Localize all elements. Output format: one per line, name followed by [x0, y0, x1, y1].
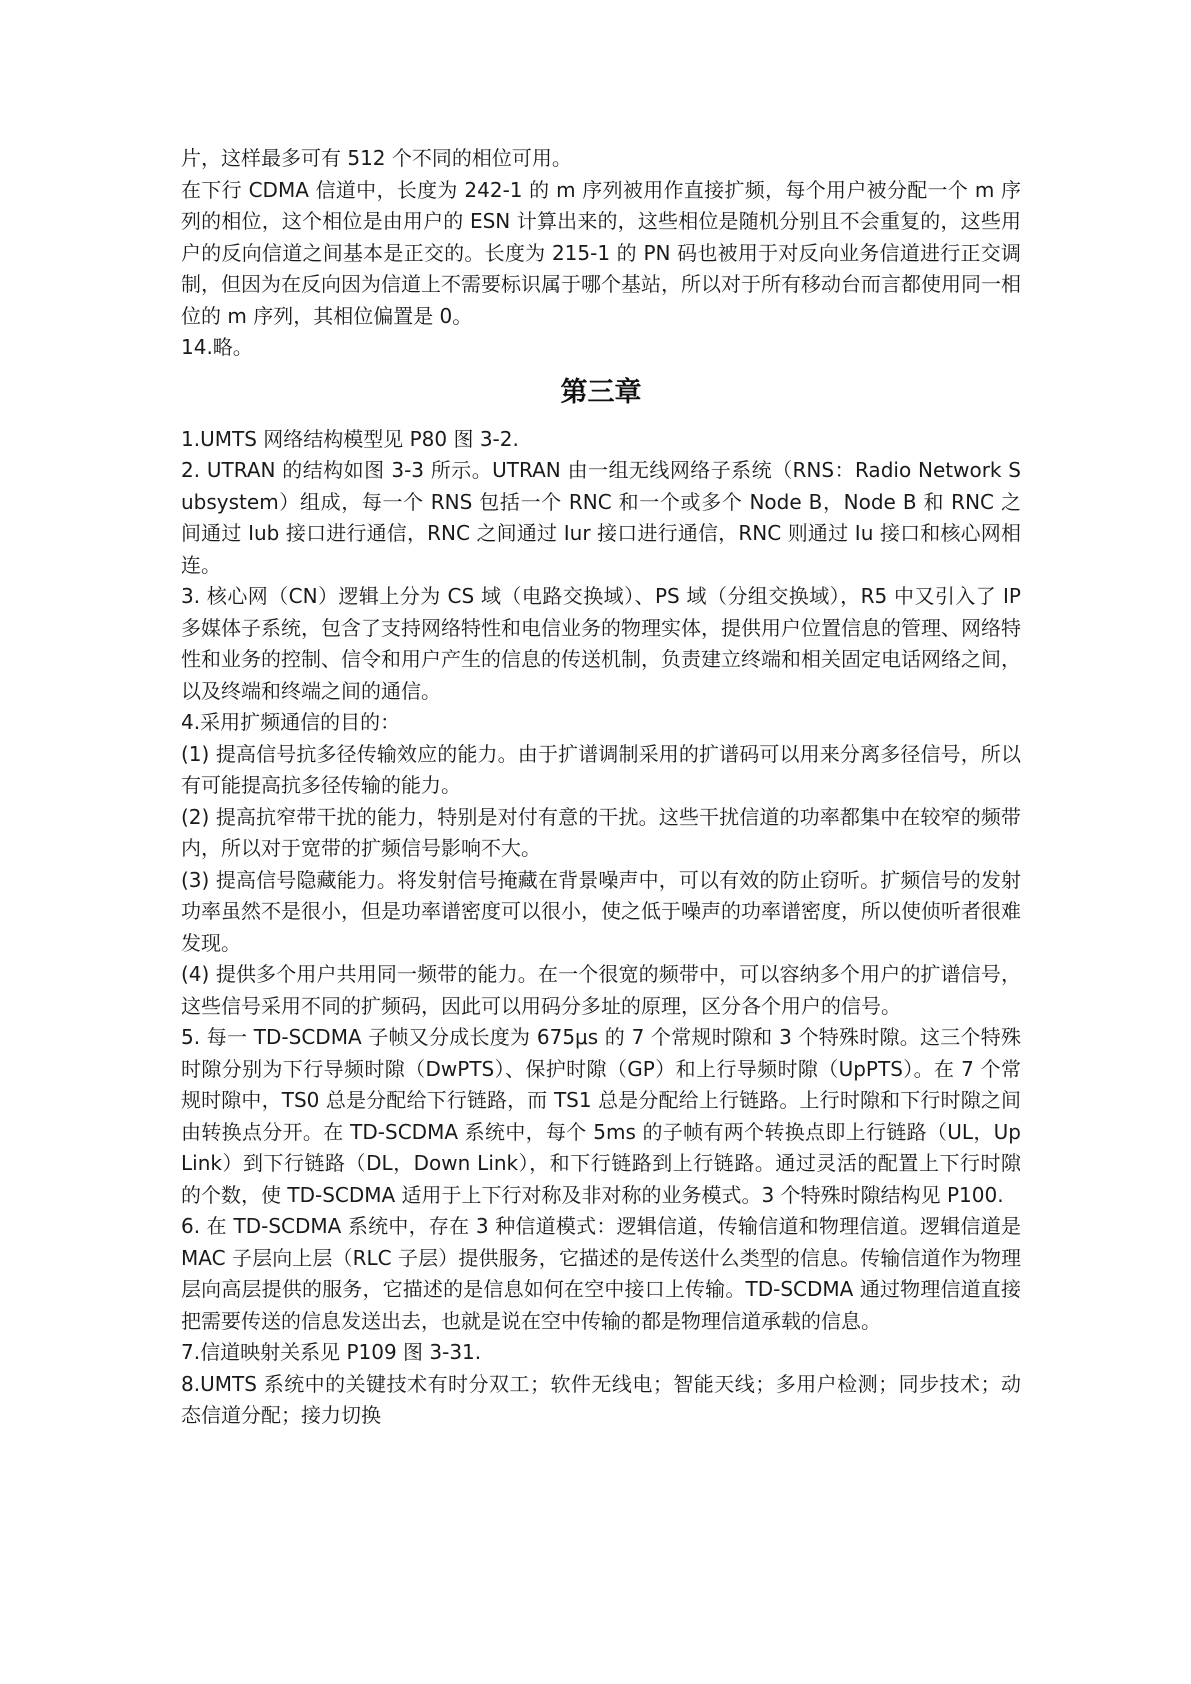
- paragraph-item-2: (2) 提高抗窄带干扰的能力，特别是对付有意的干扰。这些干扰信道的功率都集中在较窄的频带内，所以对于宽带的扩频信号影响不大。: [181, 804, 1021, 860]
- paragraph-item-1: (1) 提高信号抗多径传输效应的能力。由于扩谱调制采用的扩谱码可以用来分离多径信号，所以有可能提高抗多径传输的能力。: [181, 741, 1021, 797]
- paragraph-cdma-m-sequence: 在下行 CDMA 信道中，长度为 242-1 的 m 序列被用作直接扩频，每个用户被分配一个 m 序列的相位，这个相位是由用户的 ESN 计算出来的，这些相位是随机分别且不会重复的，这些用户的反向信道之间基本是正交的。长度为 215-1 的 PN 码也被用于对反向业务信道进行正交调制，但因为在反向因为信道上不需要标识属于哪个基站，所以对于所有移动台而言都使用同一相位的 m 序列，其相位偏置是 0。: [181, 177, 1021, 328]
- paragraph-answer-5: 5. 每一 TD-SCDMA 子帧又分成长度为 675μs 的 7 个常规时隙和 3 个特殊时隙。这三个特殊时隙分别为下行导频时隙（DwPTS）、保护时隙（GP）和上行导频时隙（UpPTS）。在 7 个常规时隙中，TS0 总是分配给下行链路，而 TS1 总是分配给上行链路。上行时隙和下行时隙之间由转换点分开。在 TD-SCDMA 系统中，每个 5ms 的子帧有两个转换点即上行链路（UL，Up Link）到下行链路（DL，Down Link），和下行链路到上行链路。通过灵活的配置上下行时隙的个数，使 TD-SCDMA 适用于上下行对称及非对称的业务模式。3 个特殊时隙结构见 P100.: [181, 1025, 1021, 1207]
- paragraph-item-4: (4) 提供多个用户共用同一频带的能力。在一个很宽的频带中，可以容纳多个用户的扩谱信号，这些信号采用不同的扩频码，因此可以用码分多址的原理，区分各个用户的信号。: [181, 962, 1021, 1018]
- paragraph-item-3: (3) 提高信号隐藏能力。将发射信号掩藏在背景噪声中，可以有效的防止窃听。扩频信号的发射功率虽然不是很小，但是功率谱密度可以很小，使之低于噪声的功率谱密度，所以使侦听者很难发现。: [181, 867, 1021, 955]
- paragraph-answer-1: 1.UMTS 网络结构模型见 P80 图 3-2.: [181, 426, 519, 451]
- paragraph-answer-3: 3. 核心网（CN）逻辑上分为 CS 域（电路交换域）、PS 域（分组交换域），R5 中又引入了 IP 多媒体子系统，包含了支持网络特性和电信业务的物理实体，提供用户位置信息的管理、网络特性和业务的控制、信令和用户产生的信息的传送机制，负责建立终端和相关固定电话网络之间，以及终端和终端之间的通信。: [181, 584, 1021, 703]
- paragraph-continued: 片，这样最多可有 512 个不同的相位可用。: [181, 146, 572, 170]
- paragraph-answer-6: 6. 在 TD-SCDMA 系统中，存在 3 种信道模式：逻辑信道，传输信道和物理信道。逻辑信道是 MAC 子层向上层（RLC 子层）提供服务，它描述的是传送什么类型的信息。传输信道作为物理层向高层提供的服务，它描述的是信息如何在空中接口上传输。TD-SCDMA 通过物理信道直接把需要传送的信息发送出去，也就是说在空中传输的都是物理信道承载的信息。: [181, 1214, 1021, 1333]
- paragraph-answer-8: 8.UMTS 系统中的关键技术有时分双工；软件无线电；智能天线；多用户检测；同步技术；动态信道分配；接力切换: [181, 1371, 1021, 1427]
- paragraph-answer-2: 2. UTRAN 的结构如图 3-3 所示。UTRAN 由一组无线网络子系统（RNS：Radio Network Subsystem）组成，每一个 RNS 包括一个 RNC 和一个或多个 Node B，Node B 和 RNC 之间通过 Iub 接口进行通信，RNC 之间通过 Iur 接口进行通信，RNC 则通过 Iu 接口和核心网相连。: [181, 458, 1021, 577]
- paragraph-answer-14: 14.略。: [181, 335, 253, 359]
- document-body: [181, 143, 1021, 1432]
- paragraph-answer-4: 4.采用扩频通信的目的：: [181, 710, 401, 734]
- chapter-title: 第三章: [560, 376, 642, 408]
- paragraph-answer-7: 7.信道映射关系见 P109 图 3-31.: [181, 1340, 482, 1364]
